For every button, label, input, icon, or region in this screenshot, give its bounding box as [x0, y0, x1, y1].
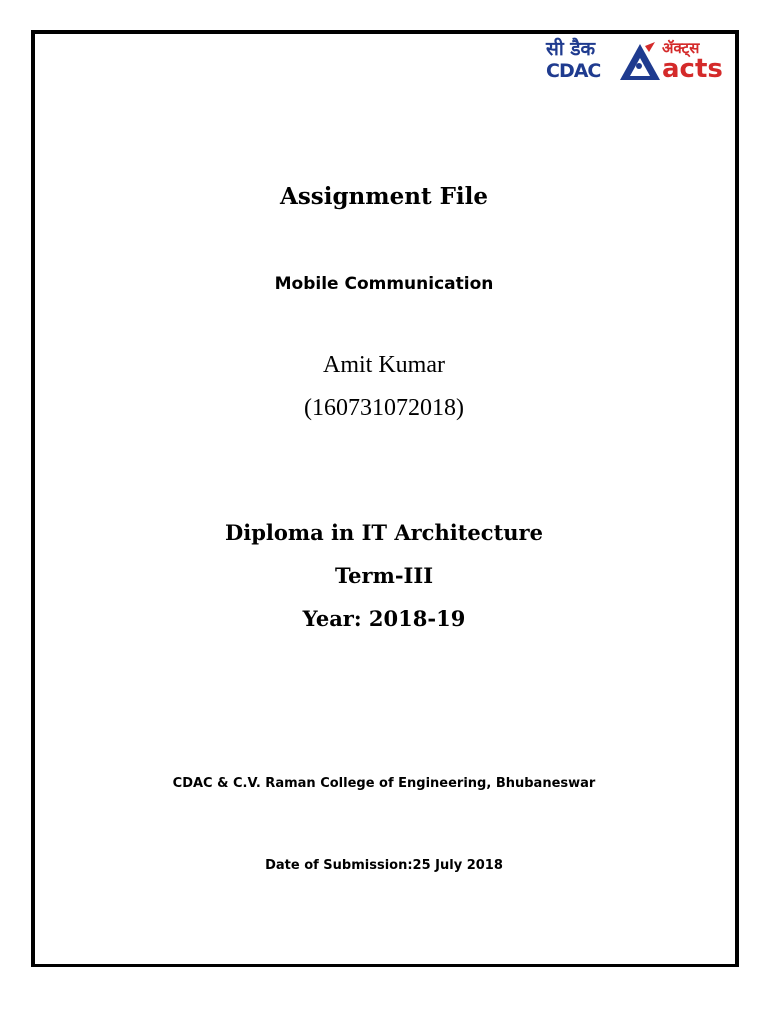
document-title: Assignment File [279, 183, 489, 210]
term-label: Term-III [334, 563, 434, 588]
student-id: (160731072018) [304, 395, 464, 421]
subject-heading: Mobile Communication [274, 274, 494, 294]
acts-logo-hindi-text: ॲक्ट्स [662, 39, 700, 57]
cdac-logo [544, 36, 616, 86]
acts-triangle-icon [618, 40, 662, 84]
program-name: Diploma in IT Architecture [225, 520, 543, 545]
submission-date: Date of Submission:25 July 2018 [265, 858, 503, 873]
academic-year: Year: 2018-19 [302, 606, 466, 631]
institute-name: CDAC & C.V. Raman College of Engineering, Bhubaneswar [172, 776, 596, 791]
student-name: Amit Kumar [323, 352, 445, 378]
page-border-underline [31, 966, 739, 967]
page-border [31, 30, 739, 967]
cdac-logo-english-text: CDAC [546, 60, 601, 82]
acts-logo-english-text: acts [662, 54, 723, 84]
cdac-logo-hindi-text: सी डैक [546, 38, 596, 60]
cdac-acts-logo [544, 36, 730, 86]
